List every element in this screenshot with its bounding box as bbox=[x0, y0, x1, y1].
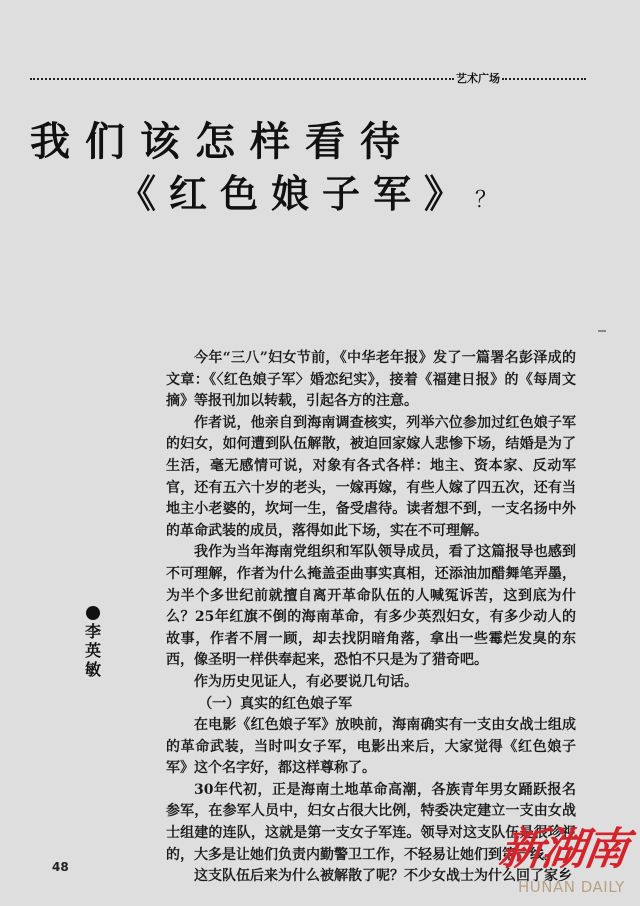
author-byline bbox=[84, 606, 102, 679]
paragraph: 30年代初，正是海南土地革命高潮，各族青年男女踊跃报名参军，在参军人员中，妇女占很大比例，特委决定建立一支由女战士组建的连队，这就是第一支女子军连。领导对这支队伍是很珍视的，大多是让她们负责内勤警卫工作，不轻易让她们到第一线。 bbox=[166, 781, 576, 863]
paragraph: 作为历史见证人，有必要说几句话。 bbox=[194, 673, 418, 690]
author-name-char: 英 bbox=[84, 641, 101, 660]
dotted-rule-right bbox=[502, 78, 586, 80]
paragraph: 作者说，他亲自到海南调查核实，列举六位参加过红色娘子军的妇女，如何遭到队伍解散，被迫回家嫁人悲惨下场，结婚是为了生活，毫无感情可说，对象有各式各样：地主、资本家、反动军官，还有五六十岁的老头，一嫁再嫁，有些人嫁了四五次，还有当地主小老婆的，坎坷一生，备受虐待。读者想不到，一支名扬中外的革命武装的成员，落得如此下场，实在不可理解。 bbox=[166, 414, 576, 539]
article-title-film-name: 《红色娘子军》 bbox=[118, 172, 476, 216]
dotted-rule-left bbox=[30, 78, 454, 80]
author-name-char: 李 bbox=[84, 622, 101, 641]
scan-speck bbox=[598, 330, 606, 332]
page-number: 48 bbox=[52, 860, 69, 874]
author-name-char: 敏 bbox=[84, 660, 101, 679]
hunan-daily-subtitle: HUNAN DAILY bbox=[518, 878, 625, 896]
paragraph: 在电影《红色娘子军》放映前，海南确实有一支由女战士组成的革命武装，当时叫女子军，电影出来后，大家觉得《红色娘子军》这个名字好，都这样尊称了。 bbox=[166, 717, 576, 777]
paragraph: 我作为当年海南党组织和军队领导成员，看了这篇报导也感到不可理解，作者为什么掩盖歪曲事实真相，还添油加醋舞笔弄墨，为半个多世纪前就擅自离开革命队伍的人喊冤诉苦，这到底为什么？25年红旗不倒的海南革命，有多少英烈妇女，有多少动人的故事，作者不屑一顾，却去找阴暗角落，拿出一些霉烂发臭的东西，像圣明一样供奉起来，恐怕不只是为了猎奇吧。 bbox=[166, 544, 576, 669]
paragraph: 这支队伍后来为什么被解散了呢？不少女战士为什么回了家乡 bbox=[194, 868, 572, 885]
article-title-line-2 bbox=[118, 163, 497, 218]
article-title-line-1: 我们该怎样看待 bbox=[30, 119, 415, 165]
section-label: 艺术广场 bbox=[456, 72, 500, 85]
section-heading: （一）真实的红色娘子军 bbox=[198, 695, 353, 712]
section-header-rule bbox=[30, 71, 586, 85]
title-question-mark: ？ bbox=[475, 188, 498, 213]
hunan-daily-logo: 新湖南 bbox=[496, 824, 630, 875]
paragraph: 今年“三八”妇女节前，《中华老年报》发了一篇署名彭泽成的文章：《〈红色娘子军〉婚恋纪实》，接着《福建日报》的《每周文摘》等报刊加以转载，引起各方的注意。 bbox=[166, 350, 576, 410]
article-body bbox=[166, 348, 576, 888]
watermark bbox=[496, 824, 640, 906]
bullet-icon bbox=[86, 606, 100, 620]
